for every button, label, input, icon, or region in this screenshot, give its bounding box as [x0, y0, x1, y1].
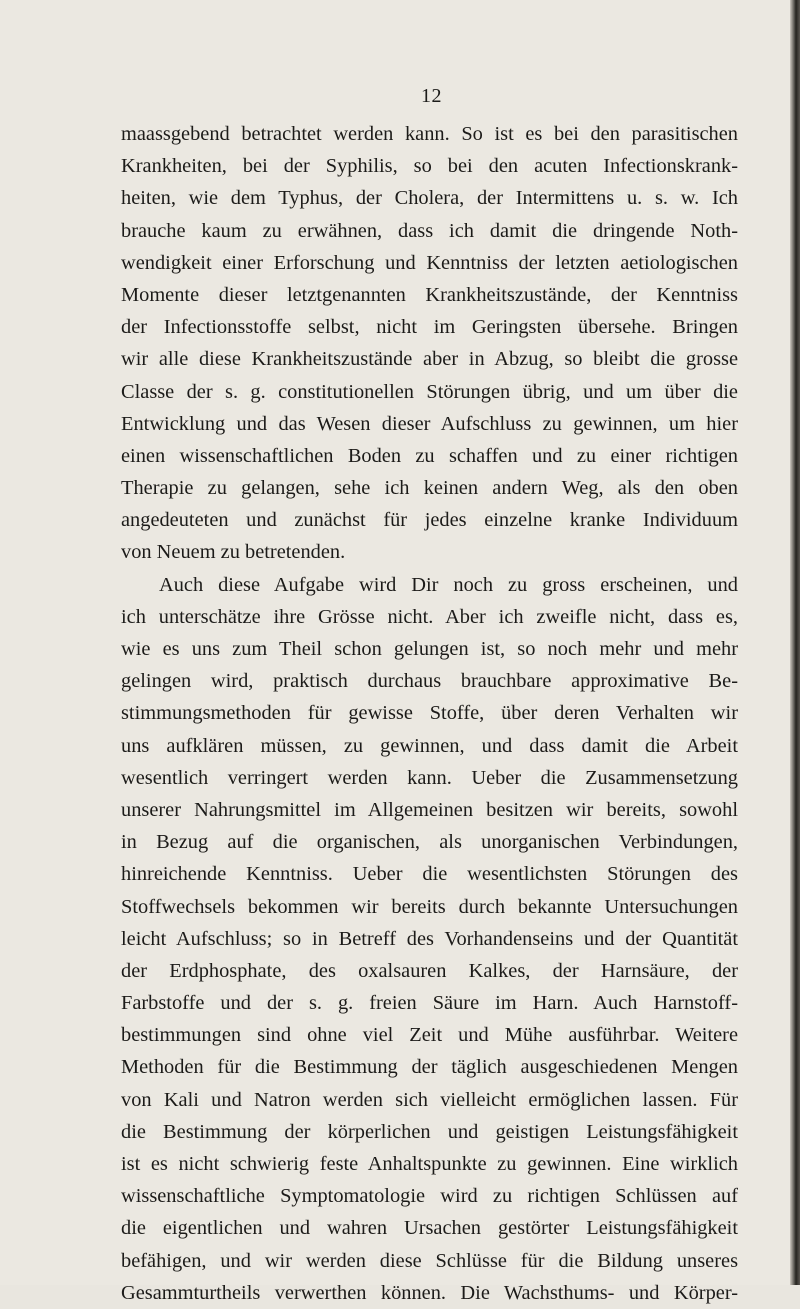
text-line: wesentlich verringert werden kann. Ueber die Zusammensetzung [121, 766, 738, 789]
text-line: der Erdphosphate, des oxalsauren Kalkes, der Harnsäure, der [121, 959, 738, 982]
text-line: wissenschaftliche Symptomatologie wird zu richtigen Schlüssen auf [121, 1185, 738, 1208]
text-line: Momente dieser letztgenannten Krankheitszustände, der Kenntniss [121, 283, 738, 306]
text-line: leicht Aufschluss; so in Betreff des Vorhandenseins und der Quantität [121, 927, 738, 950]
text-line: die Bestimmung der körperlichen und geistigen Leistungsfähigkeit [121, 1120, 738, 1143]
text-line: ich unterschätze ihre Grösse nicht. Aber ich zweifle nicht, dass es, [121, 605, 738, 628]
text-line: maassgebend betrachtet werden kann. So ist es bei den parasitischen [121, 123, 738, 145]
text-line: Methoden für die Bestimmung der täglich ausgeschiedenen Mengen [121, 1056, 738, 1079]
text-line: Krankheiten, bei der Syphilis, so bei den acuten Infectionskrank- [121, 155, 738, 178]
text-line: wendigkeit einer Erforschung und Kenntniss der letzten aetiologischen [121, 251, 738, 274]
text-line: Entwicklung und das Wesen dieser Aufschluss zu gewinnen, um hier [121, 412, 738, 435]
text-line: von Kali und Natron werden sich vielleicht ermöglichen lassen. Für [121, 1088, 738, 1111]
text-line: gelingen wird, praktisch durchaus brauchbare approximative Be- [121, 670, 738, 693]
text-line: die eigentlichen und wahren Ursachen gestörter Leistungsfähigkeit [121, 1217, 738, 1240]
text-line: befähigen, und wir werden diese Schlüsse für die Bildung unseres [121, 1249, 738, 1272]
text-line: hinreichende Kenntniss. Ueber die wesentlichsten Störungen des [121, 863, 738, 886]
text-line: einen wissenschaftlichen Boden zu schaffen und zu einer richtigen [121, 444, 738, 467]
text-line: Farbstoffe und der s. g. freien Säure im Harn. Auch Harnstoff- [121, 992, 738, 1015]
text-line: stimmungsmethoden für gewisse Stoffe, über deren Verhalten wir [121, 702, 738, 725]
text-line: ist es nicht schwierig feste Anhaltspunkte zu gewinnen. Eine wirklich [121, 1153, 738, 1175]
text-line: Gesammturtheils verwerthen können. Die Wachsthums- und Körper- [121, 1281, 738, 1304]
text-line: Stoffwechsels bekommen wir bereits durch bekannte Untersuchungen [121, 895, 738, 918]
paragraph-start-line: Auch diese Aufgabe wird Dir noch zu gross erscheinen, und [159, 573, 738, 596]
text-line: bestimmungen sind ohne viel Zeit und Mühe ausführbar. Weitere [121, 1024, 738, 1047]
text-line: Therapie zu gelangen, sehe ich keinen andern Weg, als den oben [121, 477, 738, 500]
text-line: Classe der s. g. constitutionellen Störungen übrig, und um über die [121, 380, 738, 403]
page-number: 12 [421, 85, 442, 107]
text-line: heiten, wie dem Typhus, der Cholera, der Intermittens u. s. w. Ich [121, 187, 738, 210]
paragraph-end-line: von Neuem zu betretenden. [121, 541, 346, 564]
body-text [121, 118, 738, 1309]
text-line: wir alle diese Krankheitszustände aber in Abzug, so bleibt die grosse [121, 348, 738, 371]
text-line: unserer Nahrungsmittel im Allgemeinen besitzen wir bereits, sowohl [121, 798, 738, 821]
text-line: brauche kaum zu erwähnen, dass ich damit die dringende Noth- [121, 219, 738, 242]
text-line: uns aufklären müssen, zu gewinnen, und dass damit die Arbeit [121, 734, 738, 757]
text-line: der Infectionsstoffe selbst, nicht im Geringsten übersehe. Bringen [121, 316, 738, 339]
page-edge-shadow [790, 0, 800, 1285]
text-line: in Bezug auf die organischen, als unorganischen Verbindungen, [121, 831, 738, 854]
text-line: wie es uns zum Theil schon gelungen ist, so noch mehr und mehr [121, 638, 738, 660]
text-line: angedeuteten und zunächst für jedes einzelne kranke Individuum [121, 509, 738, 532]
